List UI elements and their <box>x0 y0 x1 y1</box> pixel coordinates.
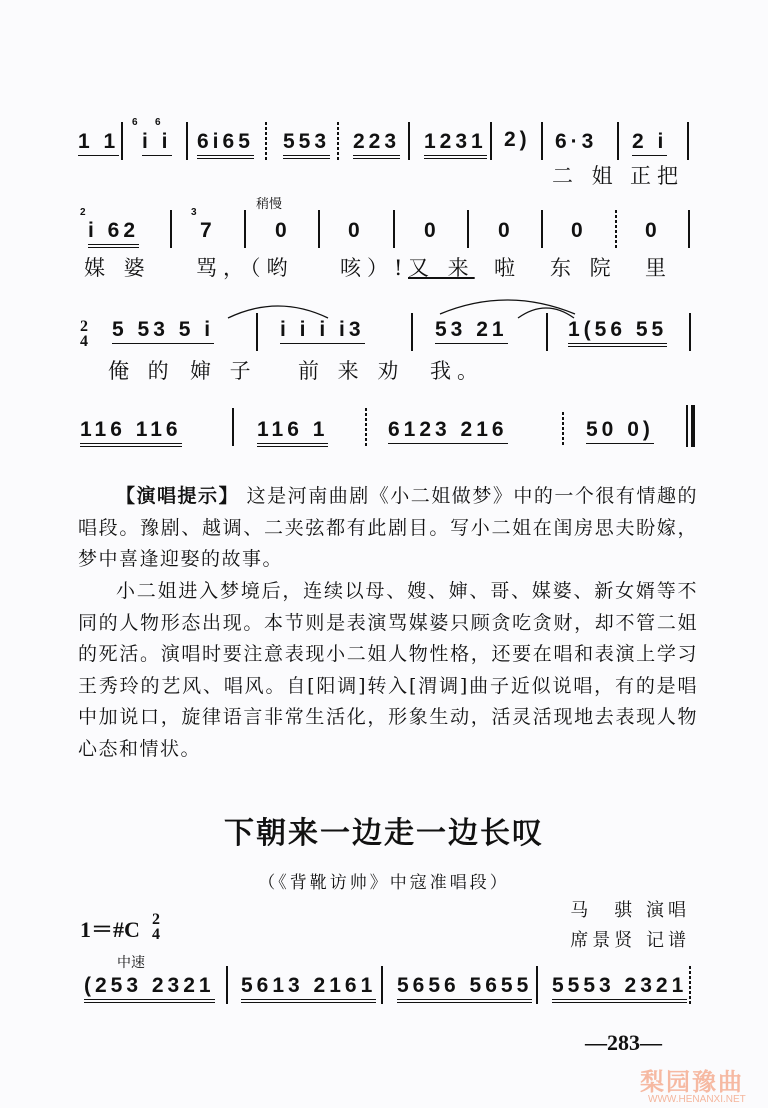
bar-line <box>318 210 320 248</box>
measure: 0 <box>645 219 661 242</box>
bar-line <box>408 122 410 160</box>
slur <box>518 304 574 320</box>
bar-line <box>490 122 492 160</box>
measure: 223 <box>353 130 400 159</box>
measure: 1231 <box>424 130 487 159</box>
song-subtitle: （《背靴访帅》中寇准唱段） <box>258 873 510 893</box>
measure: 6123 216 <box>388 418 508 444</box>
measure: 2 i <box>632 130 667 156</box>
measure: 0 <box>571 219 587 242</box>
page-number: —283— <box>585 1030 662 1055</box>
measure: i 62 <box>88 219 139 248</box>
watermark-logo: 梨园豫曲 <box>640 1068 744 1096</box>
lyric: 俺 的 <box>108 359 175 383</box>
transcriber-credit: 席景贤 记谱 <box>570 930 690 951</box>
bar-line <box>365 408 367 446</box>
measure: 5553 2321 <box>552 974 687 1003</box>
grace-note: 3 <box>191 207 197 218</box>
lyric: 里 <box>645 256 672 280</box>
grace-note: 6 <box>155 117 161 128</box>
tempo-mark: 中速 <box>117 955 145 971</box>
measure: 5613 2161 <box>241 974 376 1003</box>
performer-credit: 马 骐 演唱 <box>570 900 690 921</box>
grace-note: 6 <box>132 117 138 128</box>
measure: 116 116 <box>80 418 182 447</box>
bar-line <box>687 122 689 160</box>
lyric: 骂，（哟 <box>196 256 294 280</box>
time-signature: 2 4 <box>152 911 160 943</box>
bar-line <box>689 966 691 1004</box>
bar-line <box>393 210 395 248</box>
lyric: 二 姐 <box>552 164 619 188</box>
measure: i i <box>142 130 172 156</box>
measure: i i i i3 <box>280 318 365 344</box>
bar-line <box>411 313 413 351</box>
bar-line <box>689 313 691 351</box>
notes-paragraph-1: 【演唱提示】 这是河南曲剧《小二姐做梦》中的一个很有情趣的唱段。豫剧、越调、二夹弦都有此剧目。写小二姐在闺房思夫盼嫁，梦中喜逢迎娶的故事。 <box>78 485 698 570</box>
slur <box>228 300 328 320</box>
bar-line <box>688 210 690 248</box>
watermark-url: WWW.HENANXI.NET <box>648 1094 746 1105</box>
lyric: 前 来 劝 <box>298 359 405 383</box>
grace-note: 2 <box>80 207 86 218</box>
bar-line <box>226 966 228 1004</box>
lyric: 又 来 <box>408 256 475 280</box>
lyric: 啦 <box>494 256 521 280</box>
measure: 50 0) <box>586 418 654 444</box>
time-signature: 2 4 <box>80 318 88 350</box>
lyric: 媒 婆 <box>84 256 151 280</box>
measure: 5656 5655 <box>397 974 532 1003</box>
measure: 53 21 <box>435 318 508 344</box>
measure: 553 <box>283 130 330 159</box>
bar-line <box>467 210 469 248</box>
bar-line <box>186 122 188 160</box>
measure: 116 1 <box>257 418 328 447</box>
measure: 0 <box>424 219 440 242</box>
key-signature: 1＝#C <box>80 917 140 942</box>
bar-line <box>615 210 617 248</box>
lyric: 我。 <box>430 359 484 383</box>
lyric: 咳）! <box>340 256 409 280</box>
bar-line <box>617 122 619 160</box>
lyric: 婶 子 <box>190 359 257 383</box>
measure: (253 2321 <box>84 974 215 1003</box>
bar-line <box>170 210 172 248</box>
measure: 2) <box>504 128 531 151</box>
lyric: 正把 <box>630 164 684 188</box>
tempo-mark: 稍慢 <box>256 197 283 212</box>
bar-line <box>562 412 564 446</box>
notes-paragraph-2: 小二姐进入梦境后，连续以母、嫂、婶、哥、媒婆、新女婿等不同的人物形态出现。本节则是表演骂媒婆只顾贪吃贪财，却不管二姐的死活。演唱时要注意表现小二姐人物性格，还要在唱和表演上学习王秀玲的艺风、唱风。自[阳调]转入[渭调]曲子近似说唱，有的是唱中加说口，旋律语言非常生活化，形象生动，活灵活现地去表现人物心态和情状。 <box>78 580 698 760</box>
notes-label: 【演唱提示】 <box>116 485 240 507</box>
measure: 0 <box>275 219 291 242</box>
bar-line <box>381 966 383 1004</box>
bar-line <box>121 122 123 160</box>
measure: 1 1 <box>78 130 119 156</box>
measure: 0 <box>498 219 514 242</box>
final-bar-line <box>691 405 695 447</box>
bar-line <box>337 122 339 160</box>
measure: 6i65 <box>197 130 254 159</box>
measure: 7 <box>200 219 216 242</box>
bar-line <box>686 405 688 447</box>
lyric: 东 院 <box>550 256 617 280</box>
bar-line <box>244 210 246 248</box>
bar-line <box>232 408 234 446</box>
measure: 6·3 <box>555 130 598 153</box>
measure: 1(56 55 <box>568 318 667 347</box>
bar-line <box>265 122 267 160</box>
measure: 0 <box>348 219 364 242</box>
bar-line <box>536 966 538 1004</box>
song-title: 下朝来一边走一边长叹 <box>224 816 544 851</box>
measure: 5 53 5 i <box>112 318 214 344</box>
bar-line <box>541 210 543 248</box>
bar-line <box>541 122 543 160</box>
